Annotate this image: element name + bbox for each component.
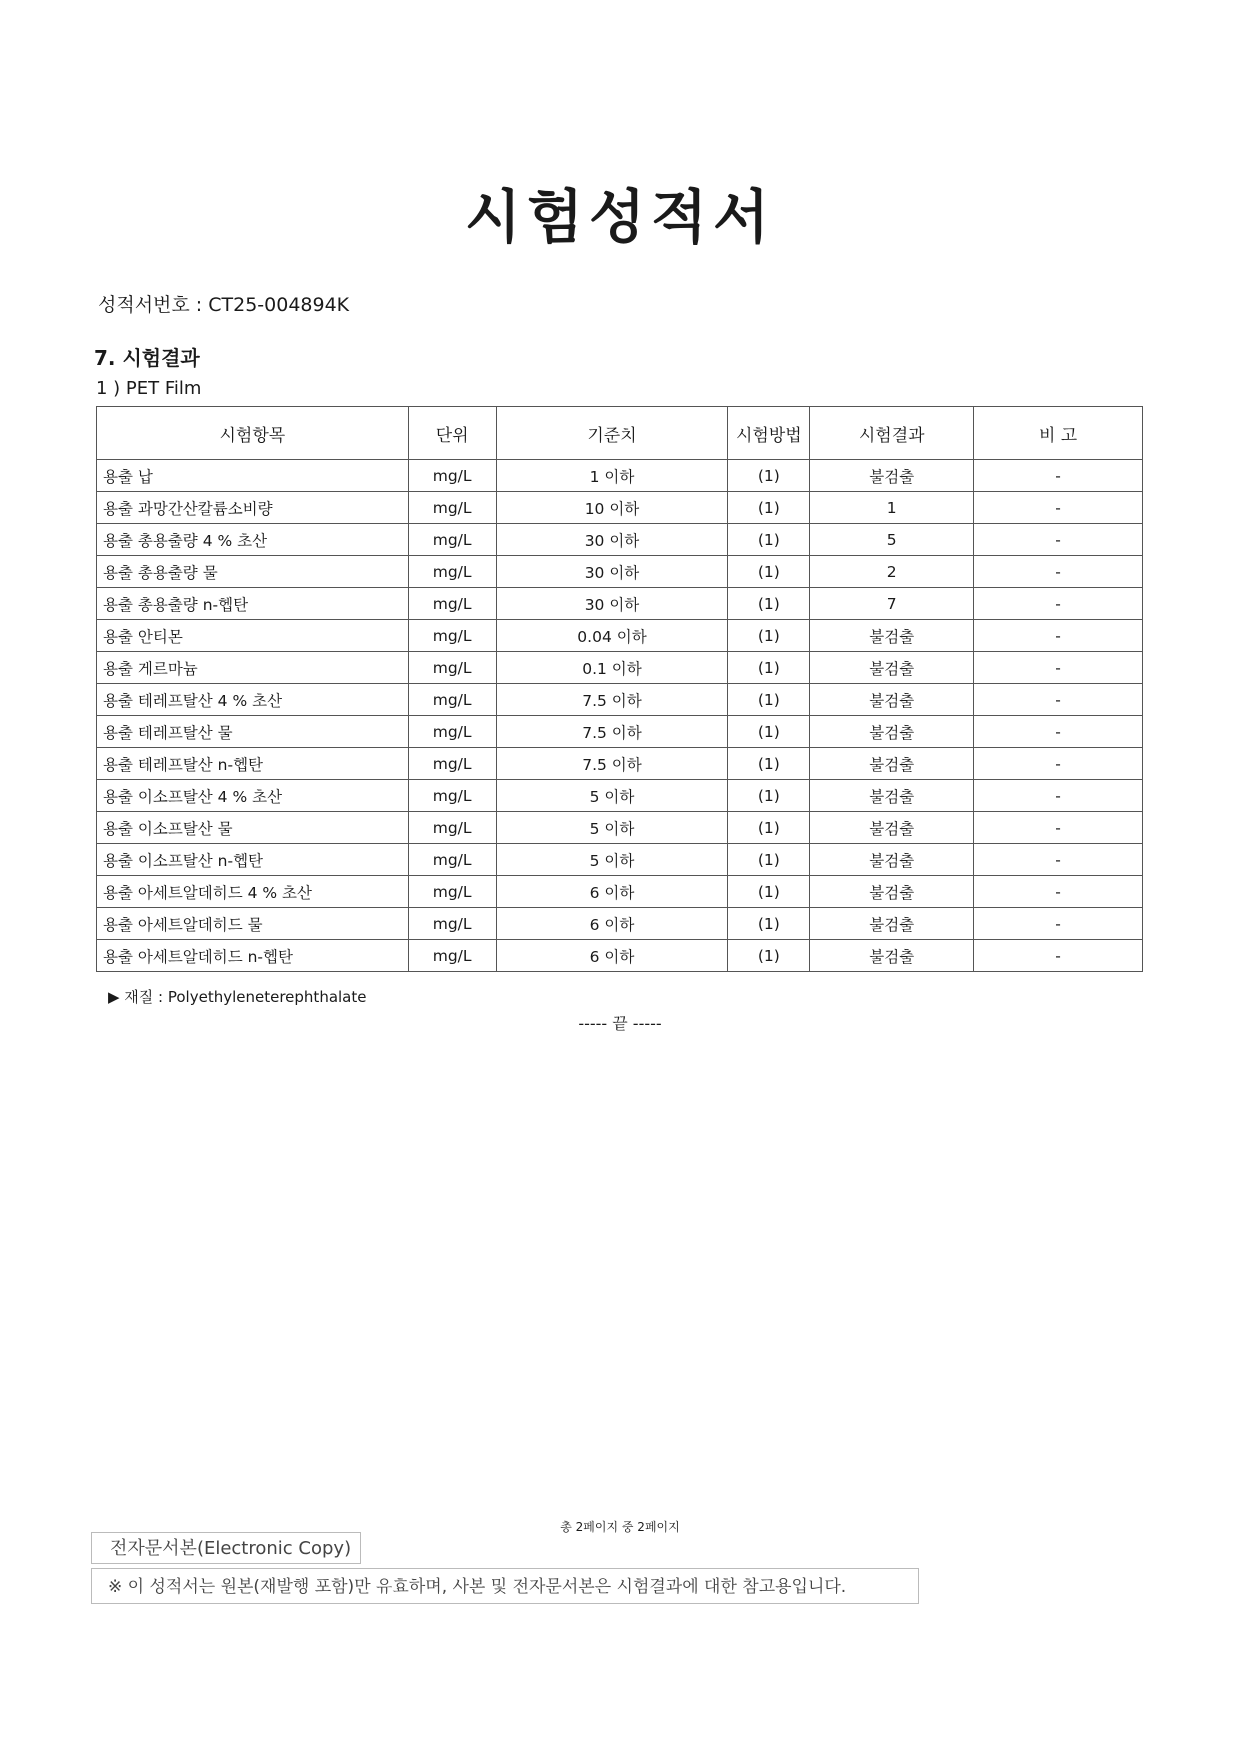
table-cell: 불검출 (810, 940, 974, 972)
table-cell: 불검출 (810, 716, 974, 748)
table-cell: 불검출 (810, 460, 974, 492)
table-cell: (1) (728, 524, 810, 556)
table-row (97, 652, 1143, 684)
table-cell: 10 이하 (496, 492, 728, 524)
table-cell: - (974, 524, 1143, 556)
table-cell: (1) (728, 492, 810, 524)
header-cell: 시험항목 (97, 407, 409, 460)
table-cell: 용출 이소프탈산 물 (97, 812, 409, 844)
table-cell: (1) (728, 620, 810, 652)
table-cell: 6 이하 (496, 940, 728, 972)
table-cell: 불검출 (810, 812, 974, 844)
table-cell: mg/L (408, 844, 496, 876)
table-cell: mg/L (408, 780, 496, 812)
table-cell: 6 이하 (496, 908, 728, 940)
table-cell: 용출 총용출량 n-헵탄 (97, 588, 409, 620)
table-cell: (1) (728, 684, 810, 716)
table-cell: 불검출 (810, 844, 974, 876)
table-cell: 5 이하 (496, 812, 728, 844)
table-cell: mg/L (408, 556, 496, 588)
table-cell: 0.1 이하 (496, 652, 728, 684)
table-cell: 5 (810, 524, 974, 556)
table-row (97, 716, 1143, 748)
table-cell: 불검출 (810, 876, 974, 908)
table-row (97, 812, 1143, 844)
table-cell: 용출 아세트알데히드 n-헵탄 (97, 940, 409, 972)
table-cell: mg/L (408, 460, 496, 492)
table-cell: (1) (728, 940, 810, 972)
header-cell: 기준치 (496, 407, 728, 460)
table-row (97, 780, 1143, 812)
table-cell: 용출 이소프탈산 n-헵탄 (97, 844, 409, 876)
table-cell: 용출 총용출량 물 (97, 556, 409, 588)
table-cell: mg/L (408, 876, 496, 908)
table-row (97, 844, 1143, 876)
table-row (97, 908, 1143, 940)
table-cell: (1) (728, 780, 810, 812)
table-cell: 5 이하 (496, 780, 728, 812)
table-cell: mg/L (408, 652, 496, 684)
table-cell: (1) (728, 652, 810, 684)
table-row (97, 876, 1143, 908)
table-cell: - (974, 940, 1143, 972)
notice-stamp: ※ 이 성적서는 원본(재발행 포함)만 유효하며, 사본 및 전자문서본은 시험결과에 대한 참고용입니다. (91, 1568, 919, 1604)
table-cell: - (974, 556, 1143, 588)
table-cell: (1) (728, 556, 810, 588)
table-cell: 용출 테레프탈산 4 % 초산 (97, 684, 409, 716)
table-row (97, 620, 1143, 652)
table-cell: - (974, 716, 1143, 748)
table-cell: 불검출 (810, 748, 974, 780)
table-cell: mg/L (408, 684, 496, 716)
table-cell: 용출 테레프탈산 물 (97, 716, 409, 748)
table-row (97, 556, 1143, 588)
table-cell: 불검출 (810, 652, 974, 684)
header-cell: 시험결과 (810, 407, 974, 460)
table-cell: - (974, 812, 1143, 844)
table-cell: 용출 테레프탈산 n-헵탄 (97, 748, 409, 780)
table-cell: - (974, 460, 1143, 492)
table-cell: - (974, 844, 1143, 876)
table-cell: 불검출 (810, 620, 974, 652)
table-cell: 30 이하 (496, 524, 728, 556)
table-cell: 용출 아세트알데히드 4 % 초산 (97, 876, 409, 908)
end-mark: ----- 끝 ----- (578, 1014, 662, 1033)
table-cell: 불검출 (810, 908, 974, 940)
table-cell: - (974, 620, 1143, 652)
table-cell: (1) (728, 876, 810, 908)
table-cell: (1) (728, 716, 810, 748)
table-cell: (1) (728, 460, 810, 492)
table-cell: - (974, 492, 1143, 524)
table-cell: (1) (728, 812, 810, 844)
table-cell: mg/L (408, 812, 496, 844)
header-cell: 비 고 (974, 407, 1143, 460)
table-cell: 불검출 (810, 684, 974, 716)
table-row (97, 588, 1143, 620)
subsection-heading: 1 ) PET Film (96, 378, 202, 399)
table-cell: - (974, 748, 1143, 780)
table-cell: mg/L (408, 748, 496, 780)
table-cell: mg/L (408, 908, 496, 940)
table-row (97, 524, 1143, 556)
table-cell: 용출 게르마늄 (97, 652, 409, 684)
table-cell: mg/L (408, 588, 496, 620)
table-cell: mg/L (408, 524, 496, 556)
table-cell: mg/L (408, 716, 496, 748)
table-cell: 1 (810, 492, 974, 524)
table-cell: (1) (728, 844, 810, 876)
table-cell: (1) (728, 588, 810, 620)
table-cell: 1 이하 (496, 460, 728, 492)
table-cell: 30 이하 (496, 556, 728, 588)
table-cell: (1) (728, 748, 810, 780)
table-cell: 5 이하 (496, 844, 728, 876)
table-cell: 용출 안티몬 (97, 620, 409, 652)
table-cell: 용출 총용출량 4 % 초산 (97, 524, 409, 556)
header-cell: 단위 (408, 407, 496, 460)
table-cell: - (974, 908, 1143, 940)
table-cell: - (974, 588, 1143, 620)
table-cell: 7.5 이하 (496, 748, 728, 780)
table-row (97, 492, 1143, 524)
table-cell: - (974, 652, 1143, 684)
table-cell: 7.5 이하 (496, 684, 728, 716)
table-cell: mg/L (408, 940, 496, 972)
table-cell: 7 (810, 588, 974, 620)
table-cell: 불검출 (810, 780, 974, 812)
table-cell: - (974, 780, 1143, 812)
report-number: 성적서번호 : CT25-004894K (98, 294, 350, 316)
table-cell: 용출 이소프탈산 4 % 초산 (97, 780, 409, 812)
table-header-row (97, 407, 1143, 460)
table-cell: - (974, 876, 1143, 908)
table-cell: 2 (810, 556, 974, 588)
header-cell: 시험방법 (728, 407, 810, 460)
results-table (96, 406, 1143, 972)
table-cell: (1) (728, 908, 810, 940)
table-row (97, 748, 1143, 780)
table-cell: mg/L (408, 620, 496, 652)
material-note: ▶ 재질 : Polyethyleneterephthalate (108, 988, 367, 1006)
table-cell: 7.5 이하 (496, 716, 728, 748)
document-title: 시험성적서 (464, 183, 776, 251)
table-row (97, 460, 1143, 492)
section-heading: 7. 시험결과 (94, 346, 200, 370)
electronic-copy-stamp: 전자문서본(Electronic Copy) (91, 1532, 361, 1564)
table-cell: 30 이하 (496, 588, 728, 620)
table-row (97, 684, 1143, 716)
table-cell: - (974, 684, 1143, 716)
page-number: 총 2페이지 중 2페이지 (560, 1520, 680, 1534)
table-cell: 용출 납 (97, 460, 409, 492)
table-cell: 용출 아세트알데히드 물 (97, 908, 409, 940)
table-row (97, 940, 1143, 972)
table-cell: mg/L (408, 492, 496, 524)
table-cell: 0.04 이하 (496, 620, 728, 652)
table-cell: 용출 과망간산칼륨소비량 (97, 492, 409, 524)
table-cell: 6 이하 (496, 876, 728, 908)
